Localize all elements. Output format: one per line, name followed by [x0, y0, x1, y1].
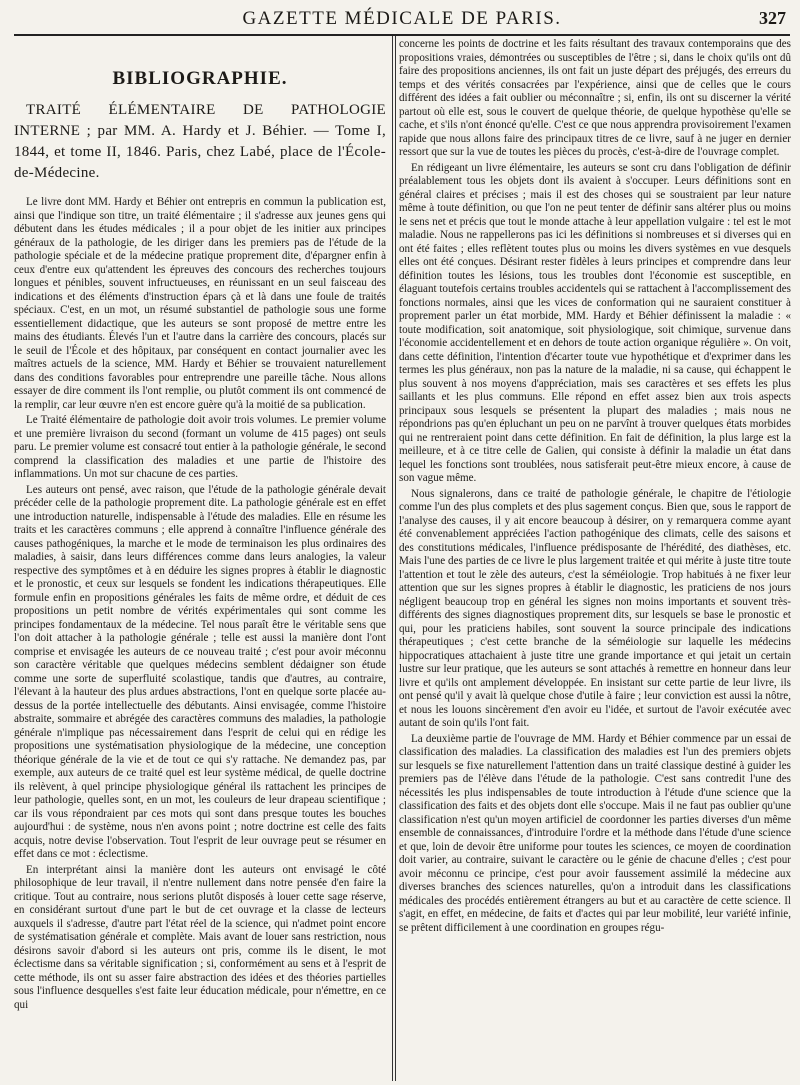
- running-header: [14, 6, 790, 36]
- paragraph: Le Traité élémentaire de pathologie doit avoir trois volumes. Le premier volume et une première livraison du second (formant un volume de 415 pages) ont seuls paru. Le premier volume est consacré tout entier à la pathologie générale, le second comprend la classification des maladies et une partie de l'histoire des inflammations. Un mot sur chacune de ces parties.: [14, 414, 386, 480]
- paragraph: Le livre dont MM. Hardy et Béhier ont entrepris en commun la publication est, ainsi que l'indique son titre, un traité élémentaire ; il s'adresse aux jeunes gens qui débutent dans les études médicales ; il a pour objet de les initier aux principes généraux de la pathologie, de les diriger dans les premiers pas de l'étude de la pathologie spéciale et de la médecine pratique proprement dite, d'épargner enfin à ceux d'entre eux qu'attendent les épreuves des concours des recherches toujours longues et pénibles, souvent infructueuses, en réunissant en un seul faisceau des indications et des éléments d'instruction épars çà et là dans une foule de traités spéciaux. C'est, en un mot, un résumé substantiel de pathologie sous une forme essentiellement didactique, que les auteurs se sont proposé de mettre entre les mains des étudiants. Élevés l'un et l'autre dans la carrière des concours, placés sur le seuil de l'École et des hôpitaux, par conséquent en contact journalier avec les maîtres actuels de la science, MM. Hardy et Béhier se trouvaient naturellement dans des conditions favorables pour entreprendre une pareille tâche. Nous allons essayer de dire comment ils l'ont remplie, ou plutôt comment ils ont commencé de la remplir, car leur œuvre n'en est encore guère qu'à la moitié de sa publication.: [14, 196, 386, 411]
- section-heading: BIBLIOGRAPHIE.: [112, 68, 288, 89]
- paragraph: La deuxième partie de l'ouvrage de MM. Hardy et Béhier commence par un essai de classification des maladies. La classification des maladies est l'un des premiers objets sur lesquels se fixe naturellement l'attention dans un traité classique destiné à guider les premiers pas de l'élève dans l'étude de la pathologie. C'est sans contredit l'une des nécessités les plus indispensables de toute introduction à l'étude d'une science que la classification des faits et des objets dont elle s'occupe. Mais il ne faut pas oublier qu'une classification n'est qu'un moyen artificiel de coordonner les parties diverses d'un même ensemble de connaissances, d'introduire l'ordre et la méthode dans l'étude d'une science et que, loin de devoir être uniforme pour toutes les sciences, ce moyen de coordination doit varier, au contraire, suivant le caractère ou le génie de chacune d'elles ; c'est pour avoir méconnu ce principe, c'est pour avoir faussement assimilé la médecine aux diverses branches des sciences naturelles, qu'on a introduit dans les classifications médicales des procédés entièrement étrangers au but et au caractère de cette science. Il s'agit, en effet, en médecine, de faits et d'actes qui par leur mobilité, leur variété infinie, se prêtent difficilement à une coordination en groupes régu-: [399, 732, 791, 934]
- book-reference: TRAITÉ ÉLÉMENTAIRE DE PATHOLOGIE INTERNE ; par MM. A. Hardy et J. Béhier. — Tome I, 1844, et tome II, 1846. Paris, chez Labé, place de l'École-de-Médecine.: [14, 102, 386, 181]
- right-column: [399, 38, 791, 1081]
- page-number: 327: [759, 8, 786, 28]
- paragraph: Les auteurs ont pensé, avec raison, que l'étude de la pathologie générale devait précéder celle de la pathologie proprement dite. La pathologie générale est en effet une introduction naturelle, indispensable à l'étude des maladies. Elle en résume les traits et les caractères communs ; elle apprend à connaître l'influence générale des causes pathogéniques, la marche et le mode de terminaison les plus ordinaires des maladies, à saisir, dans leurs différences comme dans leurs analogies, la valeur respective des symptômes et à en déduire les signes propres à établir le diagnostic et le pronostic, et ceux sur lesquels se fondent les indications thérapeutiques. Elle formule enfin en propositions générales les faits de même ordre, et déduit de ces propositions un petit nombre de vérités expérimentales qui sont comme les principes fondamentaux de la médecine. Tel nous paraît être le véritable sens que l'on doit attacher à la pathologie générale ; telle est aussi la manière dont l'ont comprise et envisagée les auteurs de ce nouveau traité ; c'est pour avoir méconnu son caractère véritable que quelques médecins semblent dédaigner son étude comme une sorte de superfluité scolastique, tandis que d'autres, au contraire, l'élevant à la hauteur des plus ardues abstractions, l'ont en quelque sorte placée au-dessus de la portée intellectuelle des débutants. Ainsi envisagée, comme l'histoire abstraite, sommaire et abrégée des caractères communs des maladies, la pathologie générale n'implique pas nécessairement dans l'esprit de celui qui en rédige les propositions une systématisation physiologique de la médecine, une conception théorique générale de la vie et de tout ce qui s'y rattache. Ne demandez pas, par exemple, aux auteurs de ce traité quel est leur système médical, de quelle doctrine ils relèvent, à quel principe physiologique général ils rattachent les principes de leur pathologie, quelles sont, en un mot, les couleurs de leur drapeau scientifique ; car ils vous répondraient par ces mots qui sont dans presque toutes les bouches aujourd'hui : de système, nous n'en avons point ; notre doctrine est celle des faits acquis, notre devise l'observation. Tout l'esprit de leur ouvrage peut se résumer en effet dans ce mot : éclectisme.: [14, 483, 386, 860]
- paragraph: En rédigeant un livre élémentaire, les auteurs se sont cru dans l'obligation de définir préalablement tous les objets dont ils avaient à s'occuper. Leurs définitions sont en général claires et précises ; mais il est des choses qui se soustraient par leur nature même à toute définition, ou que l'on ne peut tenter de définir sans altérer plus ou moins le sens net et précis que tout le monde attache à leur appellation vulgaire : tel est le mot maladie. Nous ne rappellerons pas ici les définitions si nombreuses et si diverses qui en ont été faites ; elles reflètent toutes plus ou moins les divers systèmes en vue desquels elles ont été conçues. Désirant rester fidèles à leurs principes et comprendre dans leur définition toutes les lésions, tous les troubles dont l'économie est susceptible, en élaguant toutefois certains troubles accidentels qui se rattachent à l'accomplissement des fonctions normales, ainsi que les vices de conformation qui ne sauraient constituer à proprement parler un état morbide, MM. Hardy et Béhier définissent la maladie : « toute modification, soit anatomique, soit physiologique, soit chimique, survenue dans l'économie accidentellement et en dehors de toute action organique régulière ». On voit, dans cette définition, l'intention d'écarter toute vue hypothétique et d'exprimer dans les termes les plus généraux, non pas la nature de la maladie, ni sa cause, qui échappent le plus souvent à nos moyens d'appréciation, mais ses caractères et ses effets les plus saillants et les plus communs. Elle répond en effet assez bien aux trois aspects principaux sous lesquels se présentent la plupart des maladies ; mais nous ne répondrions pas qu'en épluchant un peu on ne parvînt à trouver quelques états morbides qui ne rentreraient point dans cette définition. En fait de définition, la plus large est la meilleure, et à ce titre celle de Galien, qui consiste à définir la maladie un état dans lequel les fonctions sont troublées, nous satisferait peut-être mieux encore, à cause de son vague même.: [399, 161, 791, 484]
- paragraph: Nous signalerons, dans ce traité de pathologie générale, le chapitre de l'étiologie comme l'un des plus complets et des plus sagement conçus. Bien que, sous le rapport de l'analyse des causes, il y ait encore beaucoup à désirer, on y remarquera comme ayant été convenablement appréciées l'action pathogénique des climats, celle des saisons et des constitutions médicales, l'influence prédisposante de l'hérédité, des diathèses, etc. Mais l'une des parties de ce livre le plus largement traitée et qui mérite à juste titre toute l'attention et tout le zèle des auteurs, c'est la séméiologie. Trop habitués à ne fixer leur attention que sur les signes propres à établir le diagnostic, les praticiens de nos jours négligent beaucoup trop en général les signes non moins importants et souvent très-différents des signes diagnostiques proprement dits, sur lesquels se base le pronostic et qui, pour les praticiens habiles, sont souvent la source principale des indications thérapeutiques ; c'est cette branche de la séméiologie sur laquelle les médecins hippocratiques attachaient à juste titre une grande importance et qui jetait un certain lustre sur leur pratique, que les auteurs se sont attachés à remettre en honneur dans leur livre et qu'ils ont amplement développée. En insistant sur cette partie de leur livre, ils ont pensé qu'il y avait là quelque chose d'utile à faire ; leur conviction est aussi la nôtre, et nous les louons sincèrement d'en avoir eu l'idée, et surtout de l'avoir exécutée avec autant de soin qu'ils l'ont fait.: [399, 487, 791, 729]
- journal-title: GAZETTE MÉDICALE DE PARIS.: [242, 8, 562, 29]
- left-column: [14, 40, 386, 1081]
- paragraph: En interprétant ainsi la manière dont les auteurs ont envisagé le côté philosophique de leur travail, il n'entre nullement dans notre pensée d'en faire la critique. Tout au contraire, nous serions plutôt disposés à louer cette sage réserve, en considérant surtout d'une part le but de cet ouvrage et la classe de lecteurs auxquels il s'adresse, d'autre part l'état réel de la science, qui n'admet point encore de systématisation générale et complète. Mais avant de louer sans restriction, nous désirons savoir d'abord si les auteurs ont pris, comme ils le disent, le mot éclectisme dans sa véritable signification ; si, conformément au sens et à l'esprit de cette méthode, ils ont su asser faire abstraction des idées et des théories partielles sous l'influence desquelles s'est faite leur éducation médicale, pour n'émettre, en ce qui: [14, 863, 386, 1011]
- column-rule: [395, 36, 396, 1081]
- paragraph: concerne les points de doctrine et les faits résultant des travaux contemporains que des propositions vraies, démontrées ou susceptibles de l'être ; si, dans le choix qu'ils ont dû faire des propositions anciennes, ils ont fait un juste départ des préjugés, des erreurs du temps et des vérités consacrées par l'expérience, ainsi que de celles que le cours différent des idées a fait oublier ou méconnaître ; si, enfin, ils ont su discerner la vérité partout où elle est, sous le couvert de quelque théorie, de quelque hypothèse qu'elle se cache, et s'ils n'ont énoncé qu'elle. C'est ce que nous apprendra provisoirement l'examen rapide que nous allons faire des principaux titres de ce livre, sauf à ne juger en dernier ressort que sur la vue de toutes les pièces du procès, c'est-à-dire de l'ouvrage complet.: [399, 38, 791, 158]
- column-rule: [392, 36, 393, 1081]
